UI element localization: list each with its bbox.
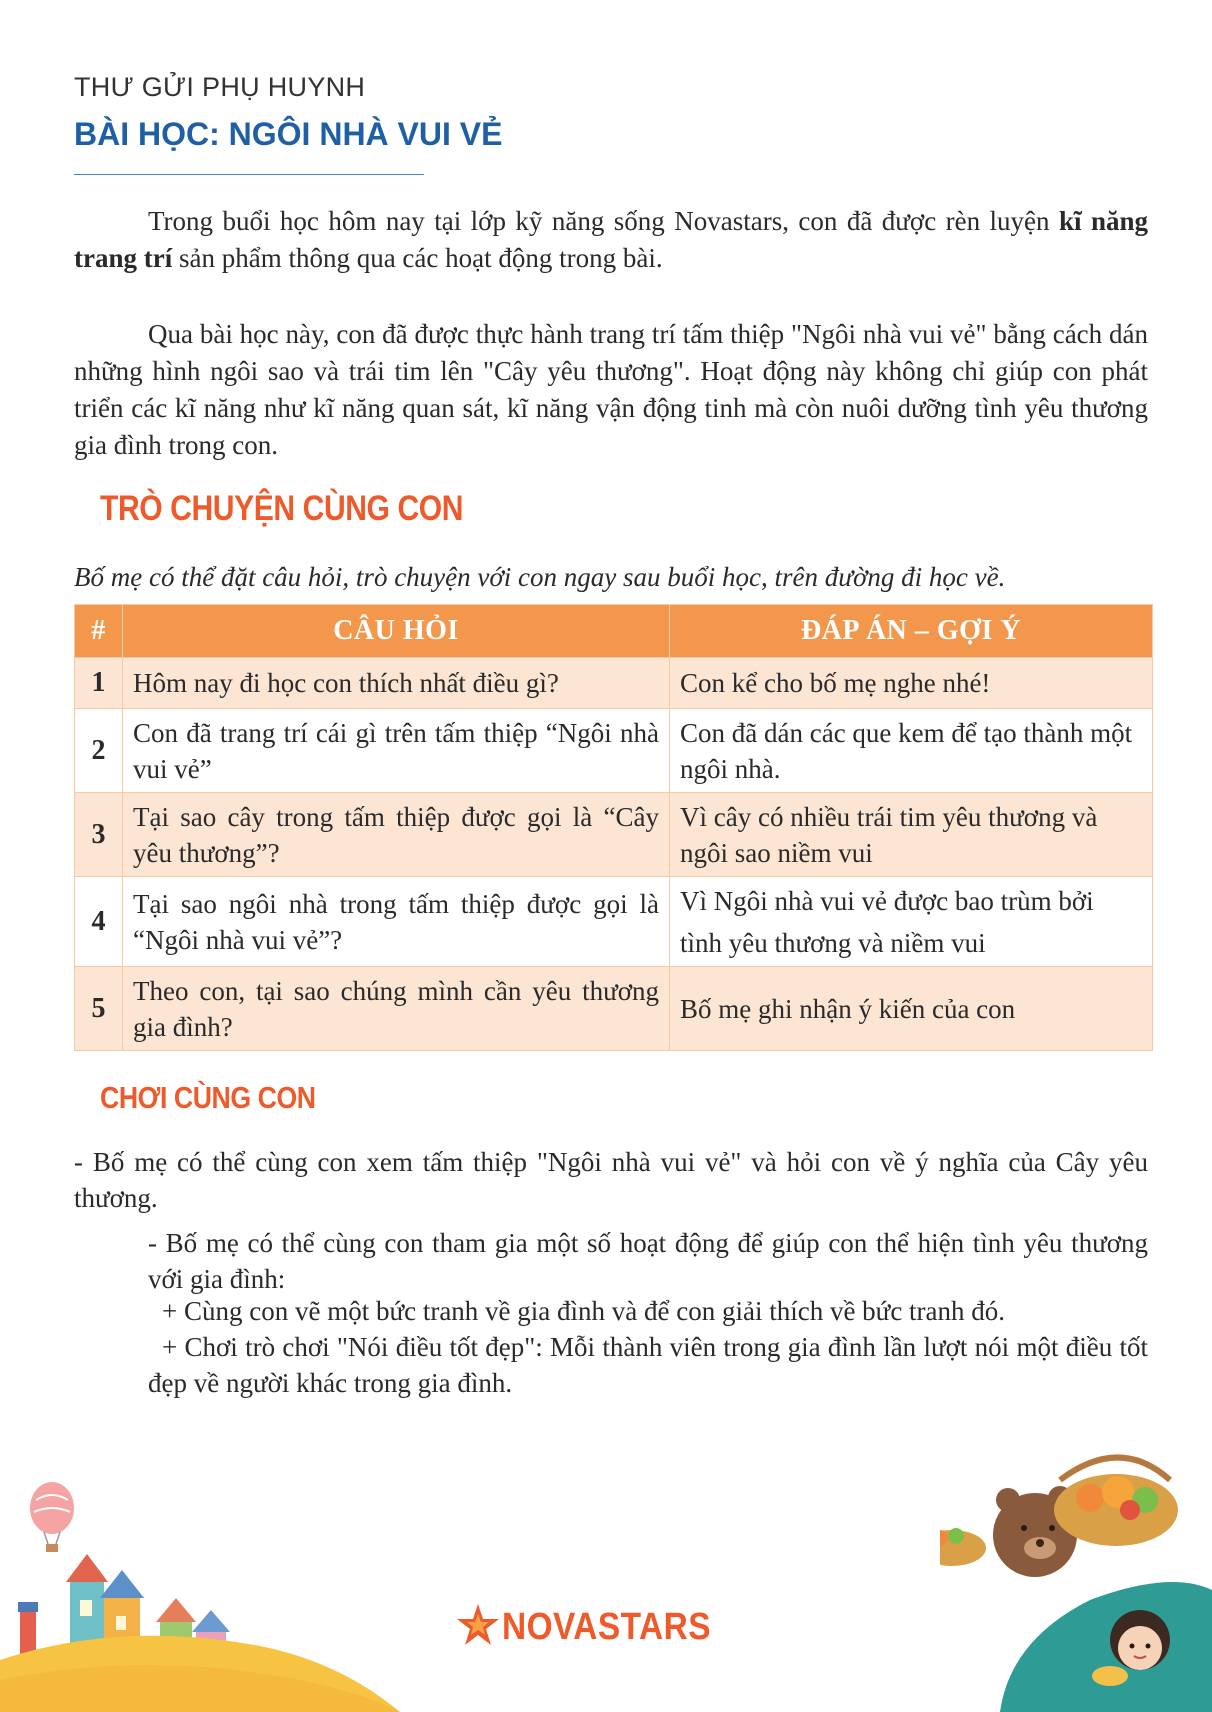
letter-label: THƯ GỬI PHỤ HUYNH xyxy=(74,72,366,102)
intro-p1-tail: sản phẩm thông qua các hoạt động trong bài. xyxy=(172,243,663,273)
row-question: Con đã trang trí cái gì trên tấm thiệp “Ngôi nhà vui vẻ” xyxy=(123,709,670,793)
play-sub-2-text: + Chơi trò chơi "Nói điều tốt đẹp": Mỗi thành viên trong gia đình lần lượt nói một điều tốt đẹp về người khác trong gia đình. xyxy=(148,1332,1148,1398)
row-answer: Con kể cho bố mẹ nghe nhé! xyxy=(670,658,1153,709)
row-number: 4 xyxy=(75,877,123,967)
table-row xyxy=(75,709,1153,793)
play-sub-2 xyxy=(148,1329,1148,1401)
talk-intro: Bố mẹ có thể đặt câu hỏi, trò chuyện với con ngay sau buổi học, trên đường đi học về. xyxy=(74,562,1006,592)
row-number: 2 xyxy=(75,709,123,793)
row-number: 3 xyxy=(75,793,123,877)
play-item-1: - Bố mẹ có thể cùng con xem tấm thiệp "Ngôi nhà vui vẻ" và hỏi con về ý nghĩa của Cây yêu thương. xyxy=(74,1147,1148,1213)
qa-header-row xyxy=(75,605,1153,658)
fruit-basket-icon xyxy=(1054,1458,1178,1547)
lesson-title: BÀI HỌC: NGÔI NHÀ VUI VẺ xyxy=(74,116,503,152)
row-question: Hôm nay đi học con thích nhất điều gì? xyxy=(123,658,670,709)
row-number: 5 xyxy=(75,967,123,1051)
row-question: Tại sao cây trong tấm thiệp được gọi là “Cây yêu thương”? xyxy=(123,793,670,877)
intro-paragraph-1 xyxy=(74,203,1148,277)
bear-illustration xyxy=(940,1440,1212,1712)
row-number: 1 xyxy=(75,658,123,709)
row-answer: Bố mẹ ghi nhận ý kiến của con xyxy=(670,967,1153,1051)
intro-p2-text: Qua bài học này, con đã được thực hành trang trí tấm thiệp "Ngôi nhà vui vẻ" bằng cách dán những hình ngôi sao và trái tim lên "Cây yêu thương". Hoạt động này không chỉ giúp con phát triển các kĩ năng như kĩ năng quan sát, kĩ năng vận động tinh mà còn nuôi dưỡng tình yêu thương gia đình trong con. xyxy=(74,319,1148,460)
row-answer: Vì cây có nhiều trái tim yêu thương và ngôi sao niềm vui xyxy=(670,793,1153,877)
play-sub-1: + Cùng con vẽ một bức tranh về gia đình và để con giải thích về bức tranh đó. xyxy=(162,1296,1006,1326)
brand-name: NOVASTARS xyxy=(502,1606,711,1648)
row-answer: Con đã dán các que kem để tạo thành một ngôi nhà. xyxy=(670,709,1153,793)
row-question: Theo con, tại sao chúng mình cần yêu thương gia đình? xyxy=(123,967,670,1051)
col-answer-header: ĐÁP ÁN – GỢI Ý xyxy=(670,605,1153,658)
intro-paragraph-2 xyxy=(74,316,1148,464)
table-row xyxy=(75,877,1153,967)
row-answer: Vì Ngôi nhà vui vẻ được bao trùm bởi tình yêu thương và niềm vui xyxy=(670,877,1153,967)
play-heading: CHƠI CÙNG CON xyxy=(100,1080,316,1115)
table-row xyxy=(75,793,1153,877)
col-question-header: CÂU HỎI xyxy=(123,605,670,658)
star-logo-icon xyxy=(455,1602,501,1648)
table-row xyxy=(75,967,1153,1051)
col-number-header: # xyxy=(75,605,123,658)
hot-air-balloon-icon xyxy=(30,1482,74,1552)
town-illustration xyxy=(0,1470,400,1712)
play-item-2: - Bố mẹ có thể cùng con tham gia một số hoạt động để giúp con thể hiện tình yêu thương với gia đình: xyxy=(148,1228,1148,1294)
row-question: Tại sao ngôi nhà trong tấm thiệp được gọi là “Ngôi nhà vui vẻ”? xyxy=(123,877,670,967)
intro-p1-bold: kĩ năng trang trí xyxy=(74,206,1148,273)
title-divider xyxy=(74,174,424,175)
intro-p1-text: Trong buổi học hôm nay tại lớp kỹ năng sống Novastars, con đã được rèn luyện xyxy=(148,206,1059,236)
qa-table xyxy=(74,604,1153,1051)
talk-heading: TRÒ CHUYỆN CÙNG CON xyxy=(100,489,464,528)
bear-shirt xyxy=(1000,1582,1212,1712)
table-row xyxy=(75,658,1153,709)
